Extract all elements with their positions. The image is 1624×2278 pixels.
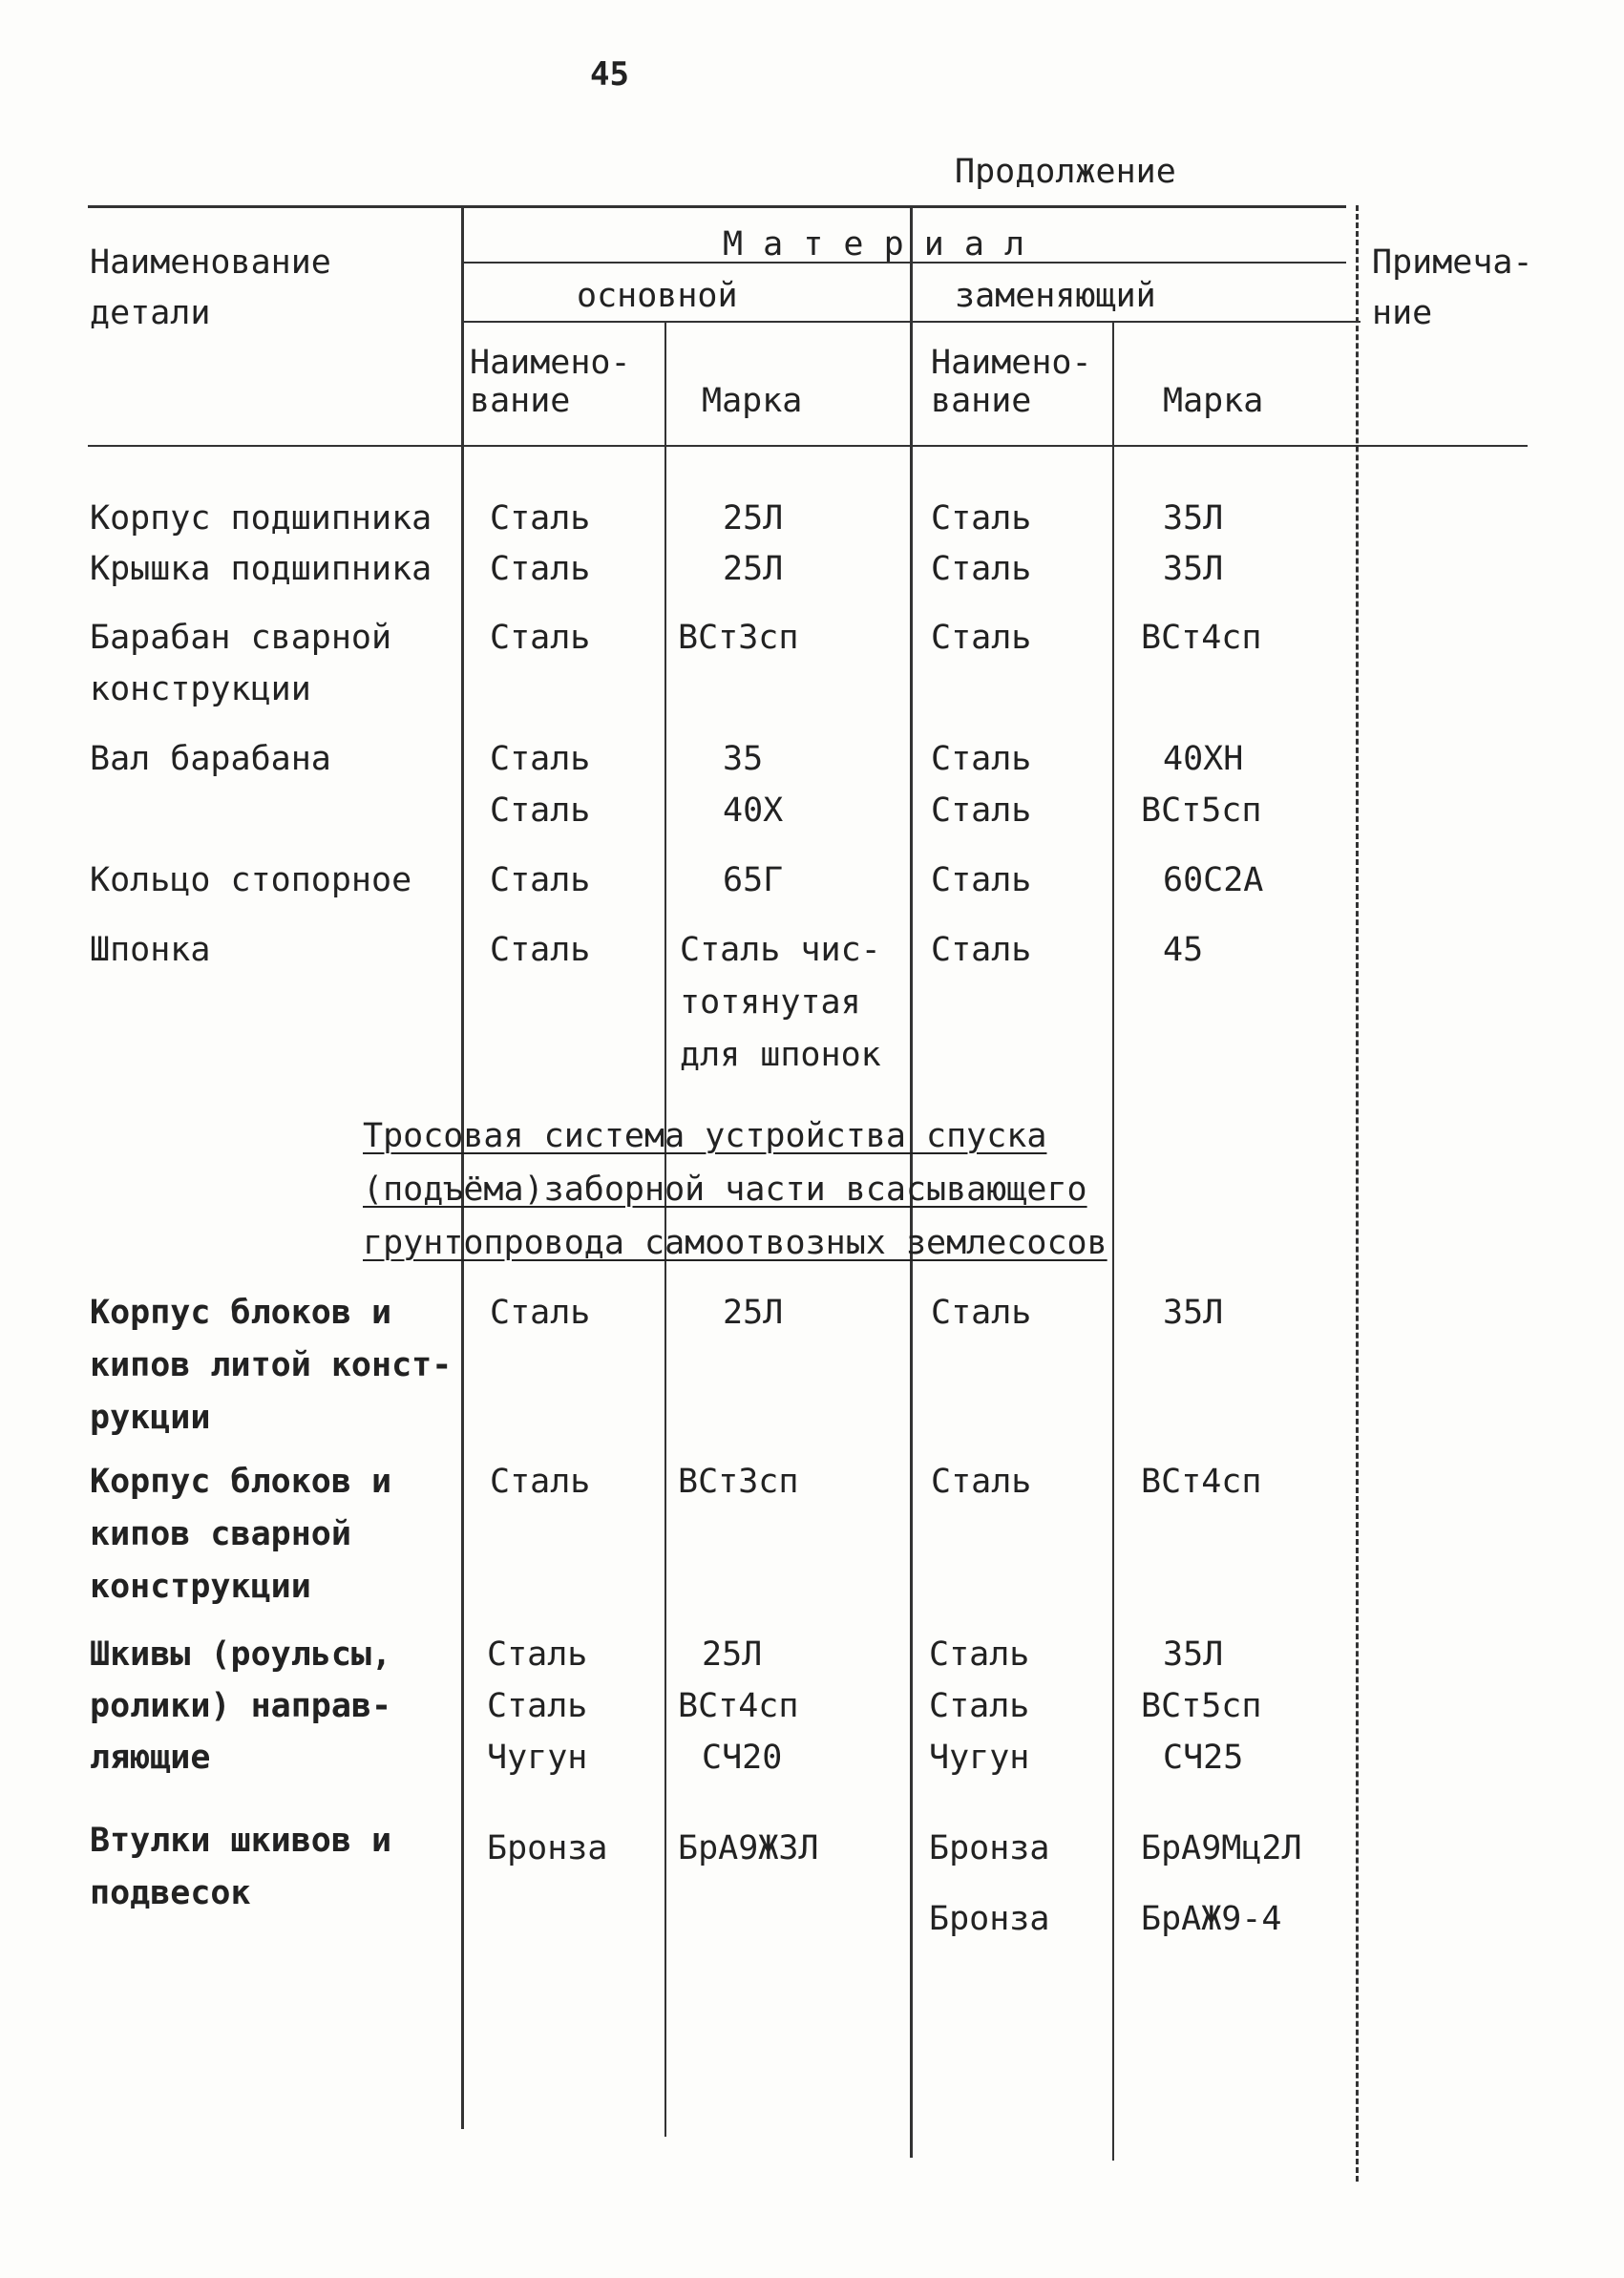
main-grade: БрА9Ж3Л — [678, 1829, 819, 1867]
main-grade: 65Г — [723, 861, 784, 899]
main-material: Сталь — [490, 740, 591, 778]
header-main: основной — [577, 277, 738, 315]
sub-grade: 35Л — [1163, 1294, 1224, 1332]
part-name: конструкции — [90, 670, 311, 708]
sub-material: Бронза — [929, 1900, 1050, 1938]
sub-grade: ВСт4сп — [1141, 1463, 1262, 1501]
main-grade: Сталь чис- — [680, 931, 881, 969]
header-substitute: заменяющий — [955, 277, 1156, 315]
main-grade: для шпонок — [680, 1036, 881, 1074]
part-name: ролики) направ- — [90, 1687, 392, 1725]
sub-grade: ВСт5сп — [1141, 791, 1262, 830]
sub-material: Бронза — [929, 1829, 1050, 1867]
sub-grade: БрА9Мц2Л — [1141, 1829, 1302, 1867]
part-name: ляющие — [90, 1739, 211, 1777]
header-sub-grade: Марка — [1163, 382, 1264, 420]
main-material: Сталь — [490, 861, 591, 899]
part-name: Барабан сварной — [90, 619, 392, 657]
part-name: Корпус блоков и — [90, 1294, 392, 1332]
sub-grade: 45 — [1163, 931, 1204, 969]
header-bottom-rule — [88, 445, 1528, 447]
main-material: Сталь — [490, 619, 591, 657]
sub-grade: 35Л — [1163, 1635, 1224, 1674]
sub-material: Чугун — [929, 1739, 1030, 1777]
header-material: М а т е р и а л — [723, 225, 1025, 264]
main-material: Сталь — [487, 1687, 588, 1725]
part-name: Корпус блоков и — [90, 1463, 392, 1501]
sub-material: Сталь — [931, 791, 1032, 830]
part-name: Вал барабана — [90, 740, 331, 778]
main-material: Сталь — [487, 1635, 588, 1674]
main-grade: тотянутая — [680, 983, 861, 1022]
part-name: кипов сварной — [90, 1515, 351, 1553]
part-name: Кольцо стопорное — [90, 861, 412, 899]
sub-grade: СЧ25 — [1163, 1739, 1244, 1777]
continuation-label: Продолжение — [955, 153, 1176, 191]
part-name: Крышка подшипника — [90, 550, 432, 588]
sub-material: Сталь — [931, 619, 1032, 657]
col-rule-5 — [1356, 205, 1359, 2182]
main-material: Сталь — [490, 550, 591, 588]
sub-material: Сталь — [931, 1463, 1032, 1501]
part-name: Втулки шкивов и — [90, 1822, 392, 1860]
sub-material: Сталь — [931, 499, 1032, 538]
part-name: рукции — [90, 1399, 211, 1437]
sub-grade: ВСт4сп — [1141, 619, 1262, 657]
sub-material: Сталь — [931, 931, 1032, 969]
sub-grade: 35Л — [1163, 499, 1224, 538]
main-material: Сталь — [490, 1294, 591, 1332]
col-rule-4 — [1112, 323, 1114, 2161]
part-name: Шкивы (роульсы, — [90, 1635, 392, 1674]
main-material: Бронза — [487, 1829, 608, 1867]
main-grade: 25Л — [723, 1294, 784, 1332]
main-material: Сталь — [490, 499, 591, 538]
main-material: Чугун — [487, 1739, 588, 1777]
sub-grade: 35Л — [1163, 550, 1224, 588]
sub-grade: 60С2А — [1163, 861, 1264, 899]
sub-material: Сталь — [931, 861, 1032, 899]
main-grade: ВСт3сп — [678, 1463, 799, 1501]
main-grade: 25Л — [702, 1635, 763, 1674]
main-grade: 25Л — [723, 499, 784, 538]
header-main-grade: Марка — [702, 382, 803, 420]
main-grade: ВСт4сп — [678, 1687, 799, 1725]
main-material: Сталь — [490, 1463, 591, 1501]
part-name: конструкции — [90, 1568, 311, 1606]
main-grade: 40Х — [723, 791, 784, 830]
main-grade: ВСт3сп — [678, 619, 799, 657]
part-name: Корпус подшипника — [90, 499, 432, 538]
sub-material: Сталь — [931, 550, 1032, 588]
main-material: Сталь — [490, 931, 591, 969]
sub-material: Сталь — [931, 740, 1032, 778]
main-material: Сталь — [490, 791, 591, 830]
main-grade: СЧ20 — [702, 1739, 783, 1777]
part-name: подвесок — [90, 1874, 251, 1912]
sub-grade: БрАЖ9-4 — [1141, 1900, 1282, 1938]
sub-material: Сталь — [929, 1687, 1030, 1725]
table-top-rule — [88, 205, 1346, 208]
sub-material: Сталь — [929, 1635, 1030, 1674]
part-name: Шпонка — [90, 931, 211, 969]
main-grade: 35 — [723, 740, 764, 778]
page-number: 45 — [590, 55, 629, 94]
part-name: кипов литой конст- — [90, 1346, 453, 1384]
sub-material: Сталь — [931, 1294, 1032, 1332]
sub-grade: 40ХН — [1163, 740, 1244, 778]
sub-grade: ВСт5сп — [1141, 1687, 1262, 1725]
main-grade: 25Л — [723, 550, 784, 588]
col-rule-1 — [461, 205, 464, 2129]
